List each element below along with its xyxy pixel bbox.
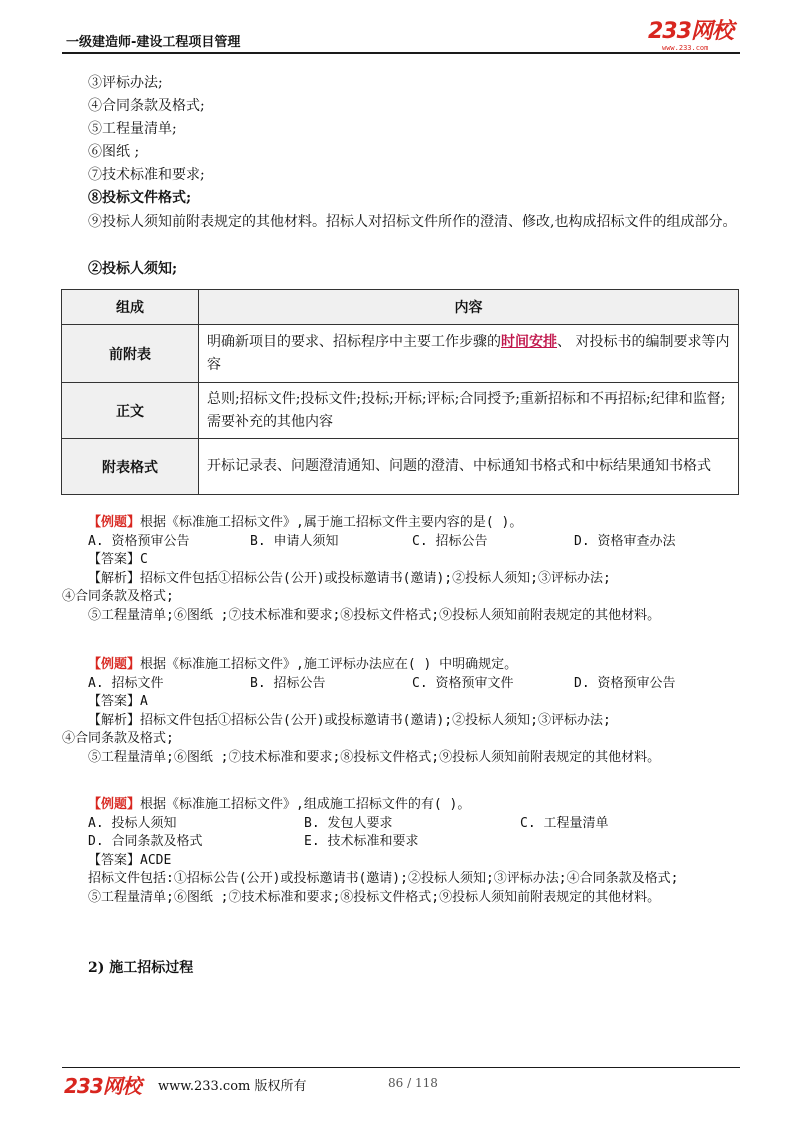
example-tag: 【例题】 <box>88 797 141 812</box>
list-item: ⑥图纸 ; <box>88 144 140 160</box>
list-item: ⑧投标文件格式; <box>88 190 192 206</box>
example-block <box>88 796 740 907</box>
footer-divider <box>62 1067 740 1068</box>
option-item: C. 招标公告 <box>412 533 488 549</box>
table-row <box>62 439 739 495</box>
table-row <box>62 383 739 439</box>
example-tag: 【例题】 <box>88 657 141 672</box>
option-item: C. 资格预审文件 <box>412 675 514 691</box>
example-analysis: 招标文件包括:①招标公告(公开)或投标邀请书(邀请);②投标人须知;③评标办法;④合同条款及格式; <box>88 871 679 886</box>
example-analysis: ⑤工程量清单;⑥图纸 ;⑦技术标准和要求;⑧投标文件格式;⑨投标人须知前附表规定的其他材料。 <box>88 607 661 623</box>
table-row-label: 附表格式 <box>62 439 199 495</box>
example-analysis: 【解析】招标文件包括①招标公告(公开)或投标邀请书(邀请);②投标人须知;③评标办法; <box>88 712 611 728</box>
option-item: B. 发包人要求 <box>304 815 393 831</box>
example-question: 【例题】根据《标准施工招标文件》,组成施工招标文件的有( )。 <box>88 797 471 812</box>
option-item: A. 招标文件 <box>88 675 164 691</box>
footer-copyright: www.233.com 版权所有 <box>158 1079 307 1094</box>
example-answer: 【答案】C <box>88 552 148 567</box>
option-item: A. 资格预审公告 <box>88 533 190 549</box>
option-item: D. 合同条款及格式 <box>88 834 203 849</box>
list-item: ⑤工程量清单; <box>88 121 177 137</box>
table-header-cell: 内容 <box>199 290 739 325</box>
example-answer: 【答案】ACDE <box>88 852 172 868</box>
example-answer: 【答案】A <box>88 694 148 709</box>
example-question: 【例题】根据《标准施工招标文件》,属于施工招标文件主要内容的是( )。 <box>88 515 523 530</box>
table-header-row <box>62 290 739 325</box>
option-item: B. 申请人须知 <box>250 533 339 549</box>
table-cell <box>199 325 739 383</box>
example-options <box>88 675 740 694</box>
example-analysis: ④合同条款及格式; <box>62 731 174 746</box>
example-options <box>88 533 740 552</box>
table-row-label: 正文 <box>62 383 199 439</box>
page-number: 86 / 118 <box>388 1076 438 1090</box>
cell-text: 、 对投标书的编制要求等内容 <box>207 333 730 373</box>
cell-text: 明确新项目的要求、招标程序中主要工作步骤的 <box>207 333 501 350</box>
example-block <box>62 656 740 767</box>
option-item: B. 招标公告 <box>250 675 326 691</box>
paragraph-item-9: ⑨投标人须知前附表规定的其他材料。招标人对招标文件所作的澄清、修改,也构成招标文件的组成部分。 <box>88 214 737 230</box>
highlight-link[interactable]: 时间安排 <box>501 333 557 350</box>
section-heading: ②投标人须知; <box>88 261 178 277</box>
list-item: ⑦技术标准和要求; <box>88 167 205 183</box>
list-item: ③评标办法; <box>88 75 163 91</box>
example-question: 【例题】根据《标准施工招标文件》,施工评标办法应在( ) 中明确规定。 <box>88 657 518 672</box>
header-divider <box>62 52 740 54</box>
option-item: A. 投标人须知 <box>88 815 177 831</box>
example-options <box>88 815 740 834</box>
option-item: C. 工程量清单 <box>520 815 609 831</box>
example-analysis: 【解析】招标文件包括①招标公告(公开)或投标邀请书(邀请);②投标人须知;③评标办法; <box>88 570 611 586</box>
footer-logo: 233网校 <box>64 1074 141 1098</box>
table-cell: 总则;招标文件;投标文件;投标;开标;评标;合同授予;重新招标和不再招标;纪律和监督;需要补充的其他内容 <box>199 383 739 439</box>
table-row <box>62 325 739 383</box>
brand-logo <box>648 20 740 52</box>
table-header-cell: 组成 <box>62 290 199 325</box>
example-analysis: ⑤工程量清单;⑥图纸 ;⑦技术标准和要求;⑧投标文件格式;⑨投标人须知前附表规定的其他材料。 <box>88 889 661 905</box>
example-tag: 【例题】 <box>88 515 141 530</box>
example-analysis: ④合同条款及格式; <box>62 589 174 604</box>
option-item: E. 技术标准和要求 <box>304 834 419 849</box>
example-analysis: ⑤工程量清单;⑥图纸 ;⑦技术标准和要求;⑧投标文件格式;⑨投标人须知前附表规定的其他材料。 <box>88 749 661 765</box>
content-table <box>61 289 739 495</box>
option-item: D. 资格审查办法 <box>574 533 676 549</box>
document-header-title: 一级建造师-建设工程项目管理 <box>66 35 241 50</box>
logo-text: 233网校 <box>648 19 733 44</box>
document-list <box>88 72 738 210</box>
option-item: D. 资格预审公告 <box>574 675 676 691</box>
list-item: ④合同条款及格式; <box>88 98 205 114</box>
section-heading: 2) 施工招标过程 <box>88 960 194 976</box>
table-row-label: 前附表 <box>62 325 199 383</box>
table-cell: 开标记录表、问题澄清通知、问题的澄清、中标通知书格式和中标结果通知书格式 <box>199 439 739 495</box>
logo-url: www.233.com <box>662 44 709 52</box>
example-options <box>88 833 740 852</box>
example-block <box>62 514 740 625</box>
